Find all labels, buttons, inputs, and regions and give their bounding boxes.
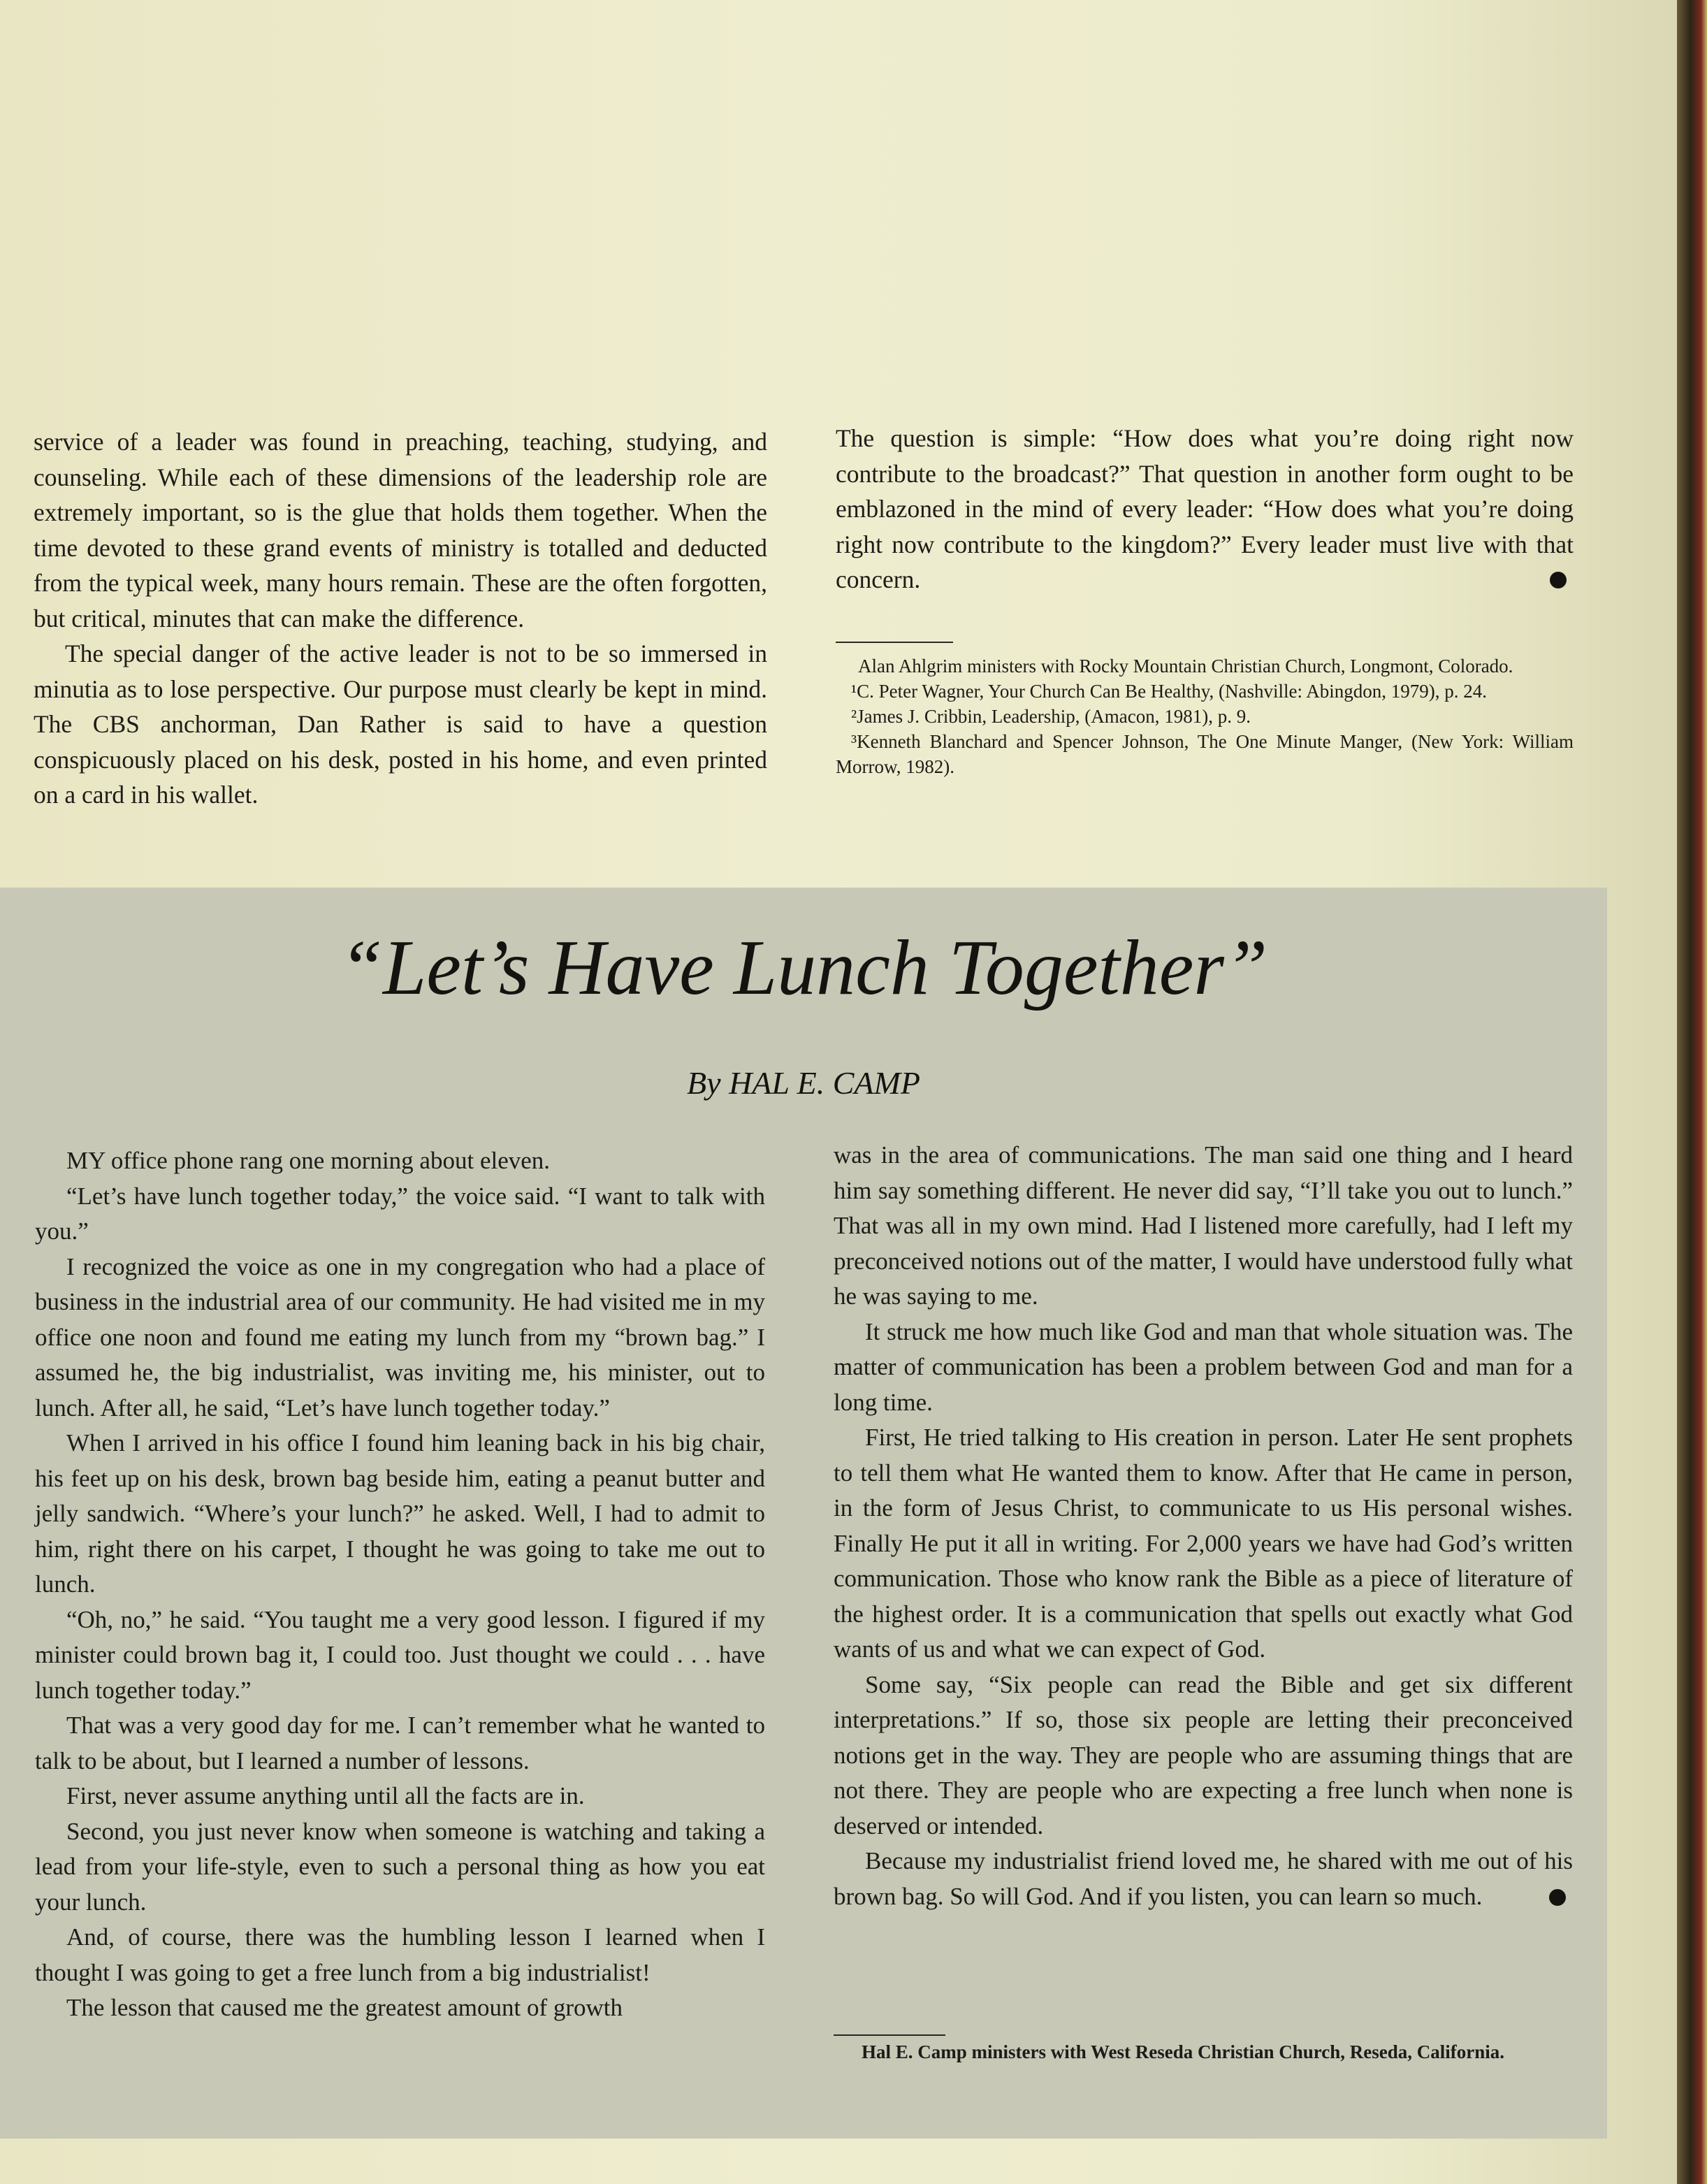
page-binding-edge <box>1677 0 1707 2184</box>
body-paragraph: And, of course, there was the humbling lesson I learned when I thought I was going to get a free lunch from a big industrialist! <box>35 1923 765 1986</box>
footnote: ¹C. Peter Wagner, Your Church Can Be Healthy, (Nashville: Abingdon, 1979), p. 24. <box>851 681 1487 702</box>
end-mark-icon <box>1550 572 1567 588</box>
body-paragraph: “Let’s have lunch together today,” the voice said. “I want to talk with you.” <box>35 1182 765 1245</box>
body-paragraph: The lesson that caused me the greatest amount of growth <box>66 1994 623 2021</box>
body-paragraph: Second, you just never know when someone is watching and taking a lead from your life-style, even to such a personal thing as how you eat your lunch. <box>35 1817 765 1916</box>
body-paragraph-text: Because my industrialist friend loved me, he shared with me out of his brown bag. So will God. And if you listen, you can learn so much. <box>834 1847 1573 1910</box>
body-paragraph: That was a very good day for me. I can’t remember what he wanted to talk to be about, but I learned a number of lessons. <box>35 1712 765 1774</box>
article-title: “Let’s Have Lunch Together” <box>339 925 1268 1011</box>
end-mark-icon <box>1549 1889 1566 1906</box>
bleed-through-text <box>168 147 1495 356</box>
body-paragraph: Some say, “Six people can read the Bible and get six different interpretations.” If so, those six people are letting their preconceived notions get in the way. They are people who are assuming things that are not there. They are people who are expecting a free lunch when none is deserved or intended. <box>834 1670 1573 1839</box>
footnote: Alan Ahlgrim ministers with Rocky Mountain Christian Church, Longmont, Colorado. <box>858 656 1513 677</box>
body-paragraph: When I arrived in his office I found him leaning back in his big chair, his feet up on his desk, brown bag beside him, eating a peanut butter and jelly sandwich. “Where’s your lunch?” he asked. Well, I had to admit to him, right there on his carpet, I thought he was going to take me out to lunch. <box>35 1429 765 1598</box>
body-paragraph-text: The question is simple: “How does what you’re doing right now contribute to the broadcast?” That question in another form ought to be emblazoned in the mind of every leader: “How does what you’re doing right now contribute to the kingdom?” Every leader must live with that concern. <box>836 424 1574 593</box>
author-note-divider <box>834 2034 945 2036</box>
body-paragraph: First, He tried talking to His creation in person. Later He sent prophets to tell them what He wanted them to know. After that He came in person, in the form of Jesus Christ, to communicate to us His personal wishes. Finally He put it all in writing. For 2,000 years we have had God’s written communication. Those who know rank the Bible as a piece of literature of the highest order. It is a communication that spells out exactly what God wants of us and what we can expect of God. <box>834 1424 1573 1663</box>
footnote-divider <box>836 642 953 643</box>
body-paragraph: I recognized the voice as one in my congregation who had a place of business in the industrial area of our community. He had visited me in my office one noon and found me eating my lunch from my “brown bag.” I assumed he, the big industrialist, was inviting me, his minister, out to lunch. After all, he said, “Let’s have lunch together today.” <box>35 1252 765 1422</box>
author-note <box>834 2039 1573 2064</box>
body-paragraph <box>834 1844 1573 1914</box>
article-byline: By HAL E. CAMP <box>687 1065 920 1101</box>
body-paragraph: The special danger of the active leader is not to be so immersed in minutia as to lose perspective. Our purpose must clearly be kept in mind. The CBS anchorman, Dan Rather is said to have a question conspicuously placed on his desk, posted in his home, and even printed on a card in his wallet. <box>34 639 767 809</box>
footnote: ²James J. Cribbin, Leadership, (Amacon, 1981), p. 9. <box>851 706 1251 727</box>
author-note-text: Hal E. Camp ministers with West Reseda Christian Church, Reseda, California. <box>862 2041 1505 2062</box>
previous-article-right-column <box>836 421 1574 598</box>
footnotes <box>836 653 1574 779</box>
body-paragraph: It struck me how much like God and man that whole situation was. The matter of communication has been a problem between God and man for a long time. <box>834 1317 1573 1416</box>
body-paragraph: service of a leader was found in preaching, teaching, studying, and counseling. While each of these dimensions of the leadership role are extremely important, so is the glue that holds them together. When the time devoted to these grand events of ministry is totalled and deducted from the typical week, many hours remain. These are the often forgotten, but critical, minutes that can make the difference. <box>34 428 767 632</box>
article-right-column <box>834 1138 1573 1914</box>
body-paragraph: “Oh, no,” he said. “You taught me a very good lesson. I figured if my minister could brown bag it, I could too. Just thought we could . . . have lunch together today.” <box>35 1605 765 1704</box>
body-paragraph: First, never assume anything until all the facts are in. <box>66 1782 585 1809</box>
body-paragraph: MY office phone rang one morning about eleven. <box>66 1147 551 1174</box>
body-paragraph <box>836 421 1574 598</box>
footnote: ³Kenneth Blanchard and Spencer Johnson, The One Minute Manger, (New York: William Morrow, 1982). <box>836 731 1574 777</box>
article-left-column <box>35 1143 765 2026</box>
previous-article-left-column <box>34 424 767 813</box>
body-paragraph: was in the area of communications. The man said one thing and I heard him say something different. He never did say, “I’ll take you out to lunch.” That was all in my own mind. Had I listened more carefully, had I left my preconceived notions out of the matter, I would have understood fully what he was saying to me. <box>834 1141 1573 1310</box>
